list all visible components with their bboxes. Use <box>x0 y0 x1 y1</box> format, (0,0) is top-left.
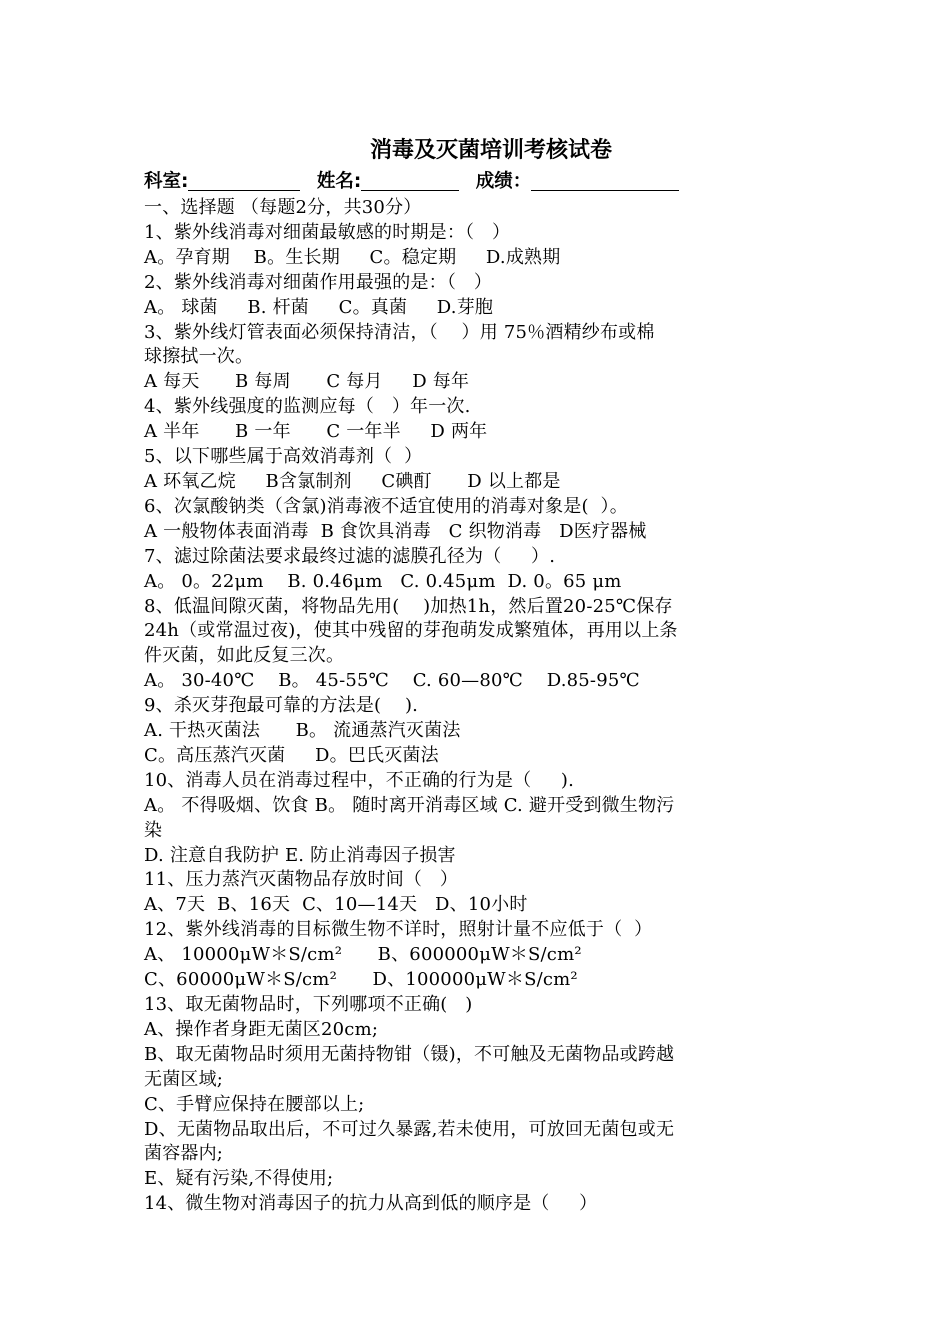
options-line: C。高压蒸汽灭菌 D。巴氏灭菌法 <box>144 744 439 766</box>
question-line: 5、以下哪些属于高效消毒剂（ ） <box>144 446 423 468</box>
question-line: 1、紫外线消毒对细菌最敏感的时期是：（ ） <box>144 221 511 243</box>
question-line: 10、消毒人员在消毒过程中，不正确的行为是（ ). <box>144 769 575 791</box>
options-line: A. 干热灭菌法 B。 流通蒸汽灭菌法 <box>144 720 461 742</box>
options-line: D. 注意自我防护 E. 防止消毒因子损害 <box>144 844 456 866</box>
question-line: 7、滤过除菌法要求最终过滤的滤膜孔径为（ ）. <box>144 545 556 567</box>
options-line: 菌容器内; <box>144 1143 224 1165</box>
options-line: 无菌区域; <box>144 1068 224 1090</box>
options-line: A、7天 B、16天 C、10—14天 D、10小时 <box>144 894 528 916</box>
options-line: A 一般物体表面消毒 B 食饮具消毒 C 织物消毒 D医疗器械 <box>144 520 647 542</box>
options-line: D、无菌物品取出后，不可过久暴露,若未使用，可放回无菌包或无 <box>144 1118 675 1140</box>
question-line: 14、微生物对消毒因子的抗力从高到低的顺序是（ ） <box>144 1193 598 1215</box>
options-line: A 半年 B 一年 C 一年半 D 两年 <box>144 421 488 443</box>
section-heading: 一、选择题 （每题2分，共30分） <box>144 197 422 218</box>
question-line: 11、压力蒸汽灭菌物品存放时间（ ） <box>144 869 459 891</box>
question-list <box>144 196 824 1217</box>
options-line: A。孕育期 B。生长期 C。稳定期 D.成熟期 <box>144 246 561 268</box>
question-line: 6、次氯酸钠类（含氯)消毒液不适宜使用的消毒对象是( ）。 <box>144 495 628 517</box>
options-line: A。 30-40℃ B。 45-55℃ C. 60—80℃ D.85-95℃ <box>144 670 640 692</box>
question-line: 8、低温间隙灭菌，将物品先用( )加热1h，然后置20-25℃保存 <box>144 595 673 617</box>
options-line: A、操作者身距无菌区20cm; <box>144 1018 379 1040</box>
exam-title: 消毒及灭菌培训考核试卷 <box>369 138 612 163</box>
options-line: A、 10000μW＊S/cm² B、600000μW＊S/cm² <box>144 944 582 966</box>
options-line: A。 0。22μm B. 0.46μm C. 0.45μm D. 0。65 μm <box>144 570 622 592</box>
options-line: A。 不得吸烟、饮食 B。 随时离开消毒区域 C. 避开受到微生物污 <box>144 794 675 816</box>
question-line: 球擦拭一次。 <box>144 346 254 368</box>
options-line: A 环氧乙烷 B含氯制剂 C碘酊 D 以上都是 <box>144 470 561 492</box>
question-line: 件灭菌，如此反复三次。 <box>144 645 345 667</box>
options-line: A。 球菌 B. 杆菌 C。真菌 D.芽胞 <box>144 296 494 318</box>
question-line: 9、杀灭芽孢最可靠的方法是( ). <box>144 695 419 717</box>
dept-blank[interactable] <box>188 170 300 191</box>
dept-label: 科室: <box>144 171 189 192</box>
options-line: C、60000μW＊S/cm² D、100000μW＊S/cm² <box>144 969 578 991</box>
score-blank[interactable] <box>531 170 679 191</box>
question-line: 4、紫外线强度的监测应每（ ）年一次. <box>144 396 471 418</box>
options-line: 染 <box>144 819 163 841</box>
question-line: 3、紫外线灯管表面必须保持清洁，（ ）用 75％酒精纱布或棉 <box>144 321 655 343</box>
options-line: B、取无菌物品时须用无菌持物钳（镊)，不可触及无菌物品或跨越 <box>144 1043 675 1065</box>
question-line: 2、紫外线消毒对细菌作用最强的是：（ ） <box>144 271 493 293</box>
options-line: A 每天 B 每周 C 每月 D 每年 <box>144 371 470 393</box>
question-line: 24h（或常温过夜)，使其中残留的芽孢萌发成繁殖体，再用以上条 <box>144 620 678 642</box>
options-line: E、疑有污染,不得使用; <box>144 1168 334 1190</box>
score-label: 成绩： <box>475 171 532 192</box>
exam-header <box>144 168 824 196</box>
name-blank[interactable] <box>361 170 459 191</box>
name-label: 姓名: <box>316 171 362 192</box>
question-line: 12、紫外线消毒的目标微生物不详时，照射计量不应低于（ ） <box>144 919 653 941</box>
exam-page <box>144 134 824 1217</box>
options-line: C、手臂应保持在腰部以上; <box>144 1093 365 1115</box>
question-line: 13、取无菌物品时，下列哪项不正确( ) <box>144 994 473 1015</box>
